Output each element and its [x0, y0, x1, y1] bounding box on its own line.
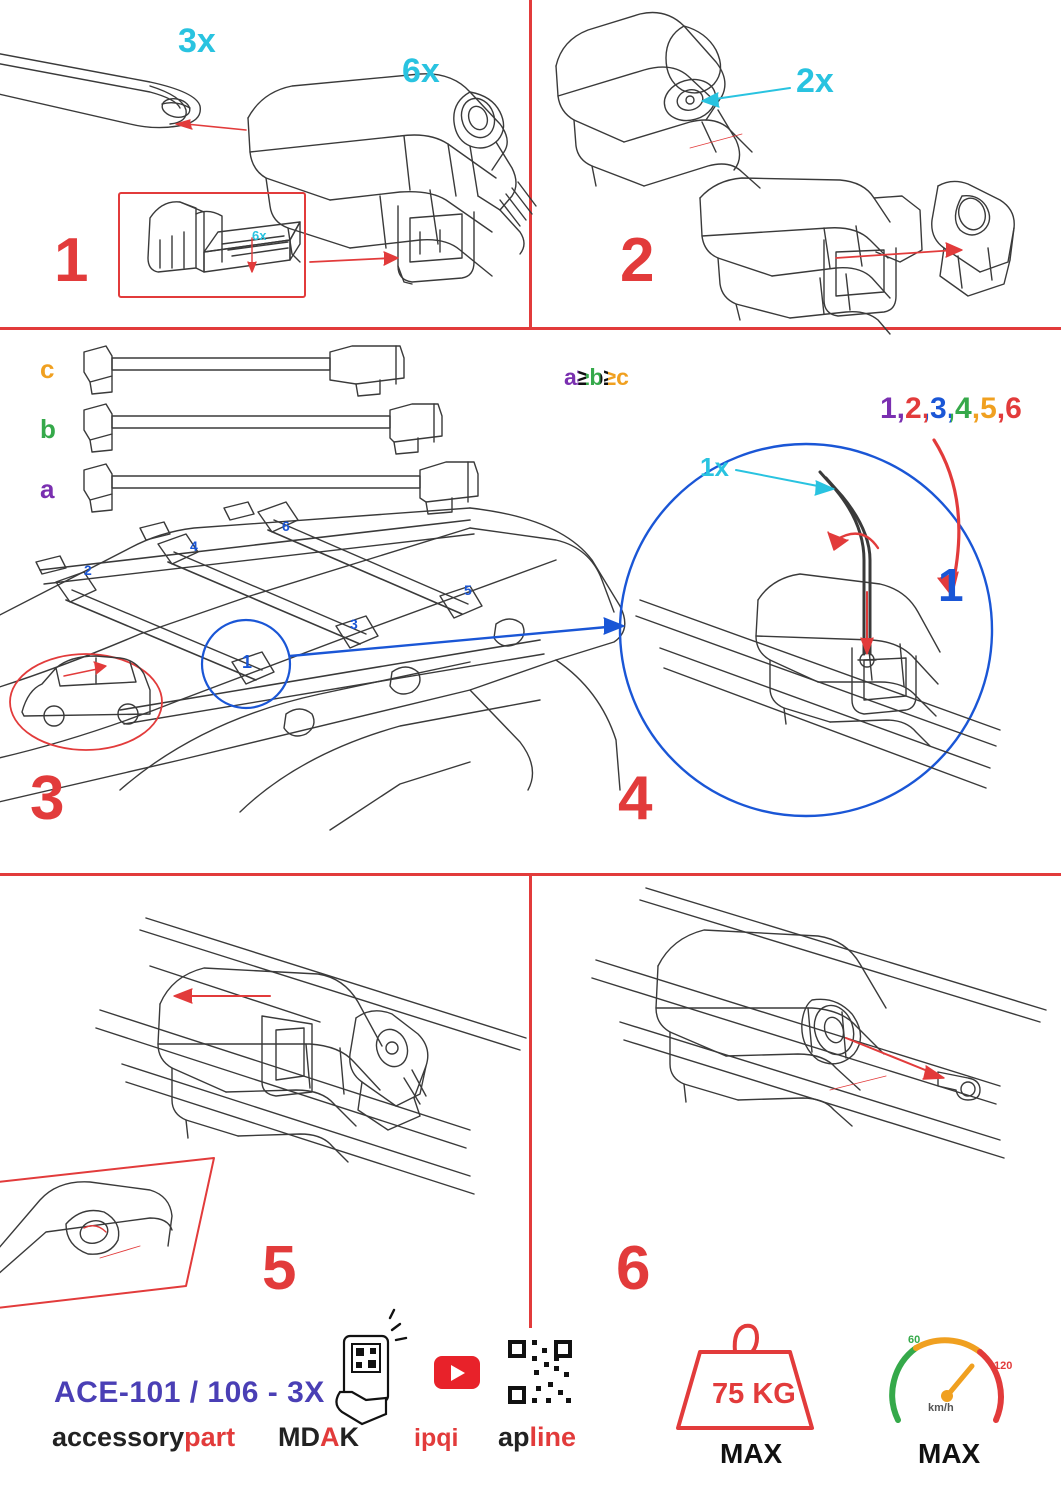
speed-unit-label: km/h — [928, 1402, 954, 1414]
callout-1: 1 — [242, 652, 253, 672]
quantity-3x: 3x — [178, 22, 216, 60]
step-number-3: 3 — [30, 764, 65, 833]
callout-6: 6 — [282, 518, 290, 534]
bar-label-a: a — [40, 474, 55, 504]
youtube-icon[interactable] — [434, 1356, 480, 1389]
speed-tick-120: 120 — [994, 1360, 1013, 1372]
bar-label-c: c — [40, 354, 55, 384]
brand-apline-part1: ap — [498, 1422, 530, 1452]
callout-5: 5 — [464, 582, 472, 598]
weight-max-label: MAX — [720, 1438, 783, 1469]
step4-turn-number: 1 — [938, 559, 964, 611]
brand-accessorypart-part2: part — [184, 1422, 236, 1452]
callout-2: 2 — [84, 562, 92, 578]
step-number-4: 4 — [618, 764, 653, 833]
brand-mdak-part1: MD — [278, 1422, 320, 1452]
qr-scan-icon — [336, 1310, 406, 1424]
step-number-1: 1 — [54, 226, 89, 295]
weight-value: 75 KG — [712, 1378, 796, 1410]
brand-mdak-part3: K — [339, 1422, 359, 1452]
tightening-sequence: 1,2,3,4,5,6 — [880, 392, 1022, 425]
brand-apline-part2: line — [529, 1422, 577, 1452]
inset-quantity-6x: 6x — [252, 228, 267, 243]
step-number-2: 2 — [620, 226, 655, 295]
brand-mdak-part2: A — [320, 1422, 340, 1452]
quantity-1x: 1x — [700, 452, 729, 482]
order-inequality: a≥b≥c — [564, 364, 629, 390]
brand-accessorypart-part1: accessory — [52, 1422, 185, 1452]
speed-tick-60: 60 — [908, 1334, 921, 1346]
qr-code-icon — [508, 1340, 572, 1404]
product-code-text: ACE-101 / 106 - 3X — [54, 1376, 325, 1409]
step-number-6: 6 — [616, 1234, 651, 1303]
bar-label-b: b — [40, 414, 56, 444]
callout-4: 4 — [190, 538, 198, 554]
weight-icon — [678, 1326, 812, 1428]
speed-max-label: MAX — [918, 1438, 981, 1469]
brand-ipqi-text: ipqi — [414, 1424, 459, 1452]
step-number-5: 5 — [262, 1234, 297, 1303]
callout-3: 3 — [350, 616, 358, 632]
quantity-6x: 6x — [402, 52, 440, 90]
quantity-2x: 2x — [796, 62, 834, 100]
